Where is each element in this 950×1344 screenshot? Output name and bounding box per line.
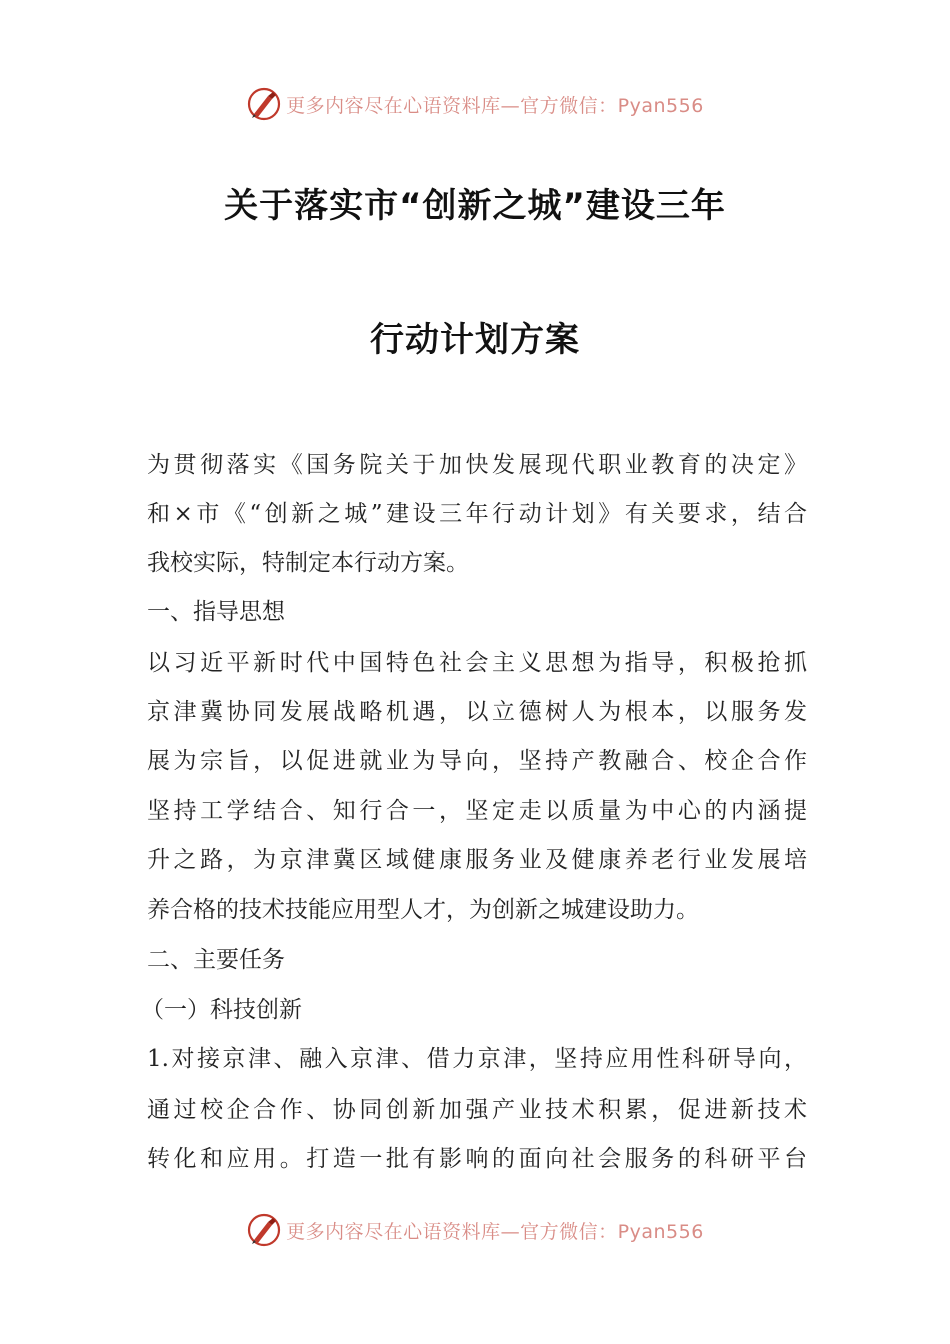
body-line: 升之路，为京津冀区域健康服务业及健康养老行业发展培 (147, 847, 807, 873)
body-line: 通过校企合作、协同创新加强产业技术积累，促进新技术 (147, 1097, 807, 1123)
watermark-top (0, 84, 950, 124)
section-heading: 二、主要任务 (147, 947, 285, 973)
body-line: 为贯彻落实《国务院关于加快发展现代职业教育的决定》 (147, 452, 807, 478)
body-line: 和×市《“创新之城”建设三年行动计划》有关要求，结合 (147, 501, 807, 527)
subsection-heading: （一）科技创新 (141, 997, 302, 1023)
watermark-bottom (0, 1210, 950, 1250)
watermark-text: 更多内容尽在心语资料库—官方微信：Pyan556 (286, 94, 704, 117)
body-line: 以习近平新时代中国特色社会主义思想为指导，积极抢抓 (147, 650, 807, 676)
body-line: 展为宗旨，以促进就业为导向，坚持产教融合、校企合作 (147, 748, 807, 774)
document-title-line-1: 关于落实市“创新之城”建设三年 (224, 186, 726, 226)
section-heading: 一、指导思想 (147, 599, 285, 625)
pen-logo-icon (246, 1212, 282, 1248)
body-line: 我校实际，特制定本行动方案。 (147, 550, 469, 576)
body-line: 坚持工学结合、知行合一，坚定走以质量为中心的内涵提 (147, 798, 807, 824)
body-line: 养合格的技术技能应用型人才，为创新之城建设助力。 (147, 897, 699, 923)
body-line: 1.对接京津、融入京津、借力京津，坚持应用性科研导向， (147, 1046, 807, 1072)
document-title-line-2: 行动计划方案 (370, 320, 580, 360)
body-line: 京津冀协同发展战略机遇，以立德树人为根本，以服务发 (147, 699, 807, 725)
pen-logo-icon (246, 86, 282, 122)
watermark-text: 更多内容尽在心语资料库—官方微信：Pyan556 (286, 1220, 704, 1243)
body-line: 转化和应用。打造一批有影响的面向社会服务的科研平台 (147, 1146, 807, 1172)
